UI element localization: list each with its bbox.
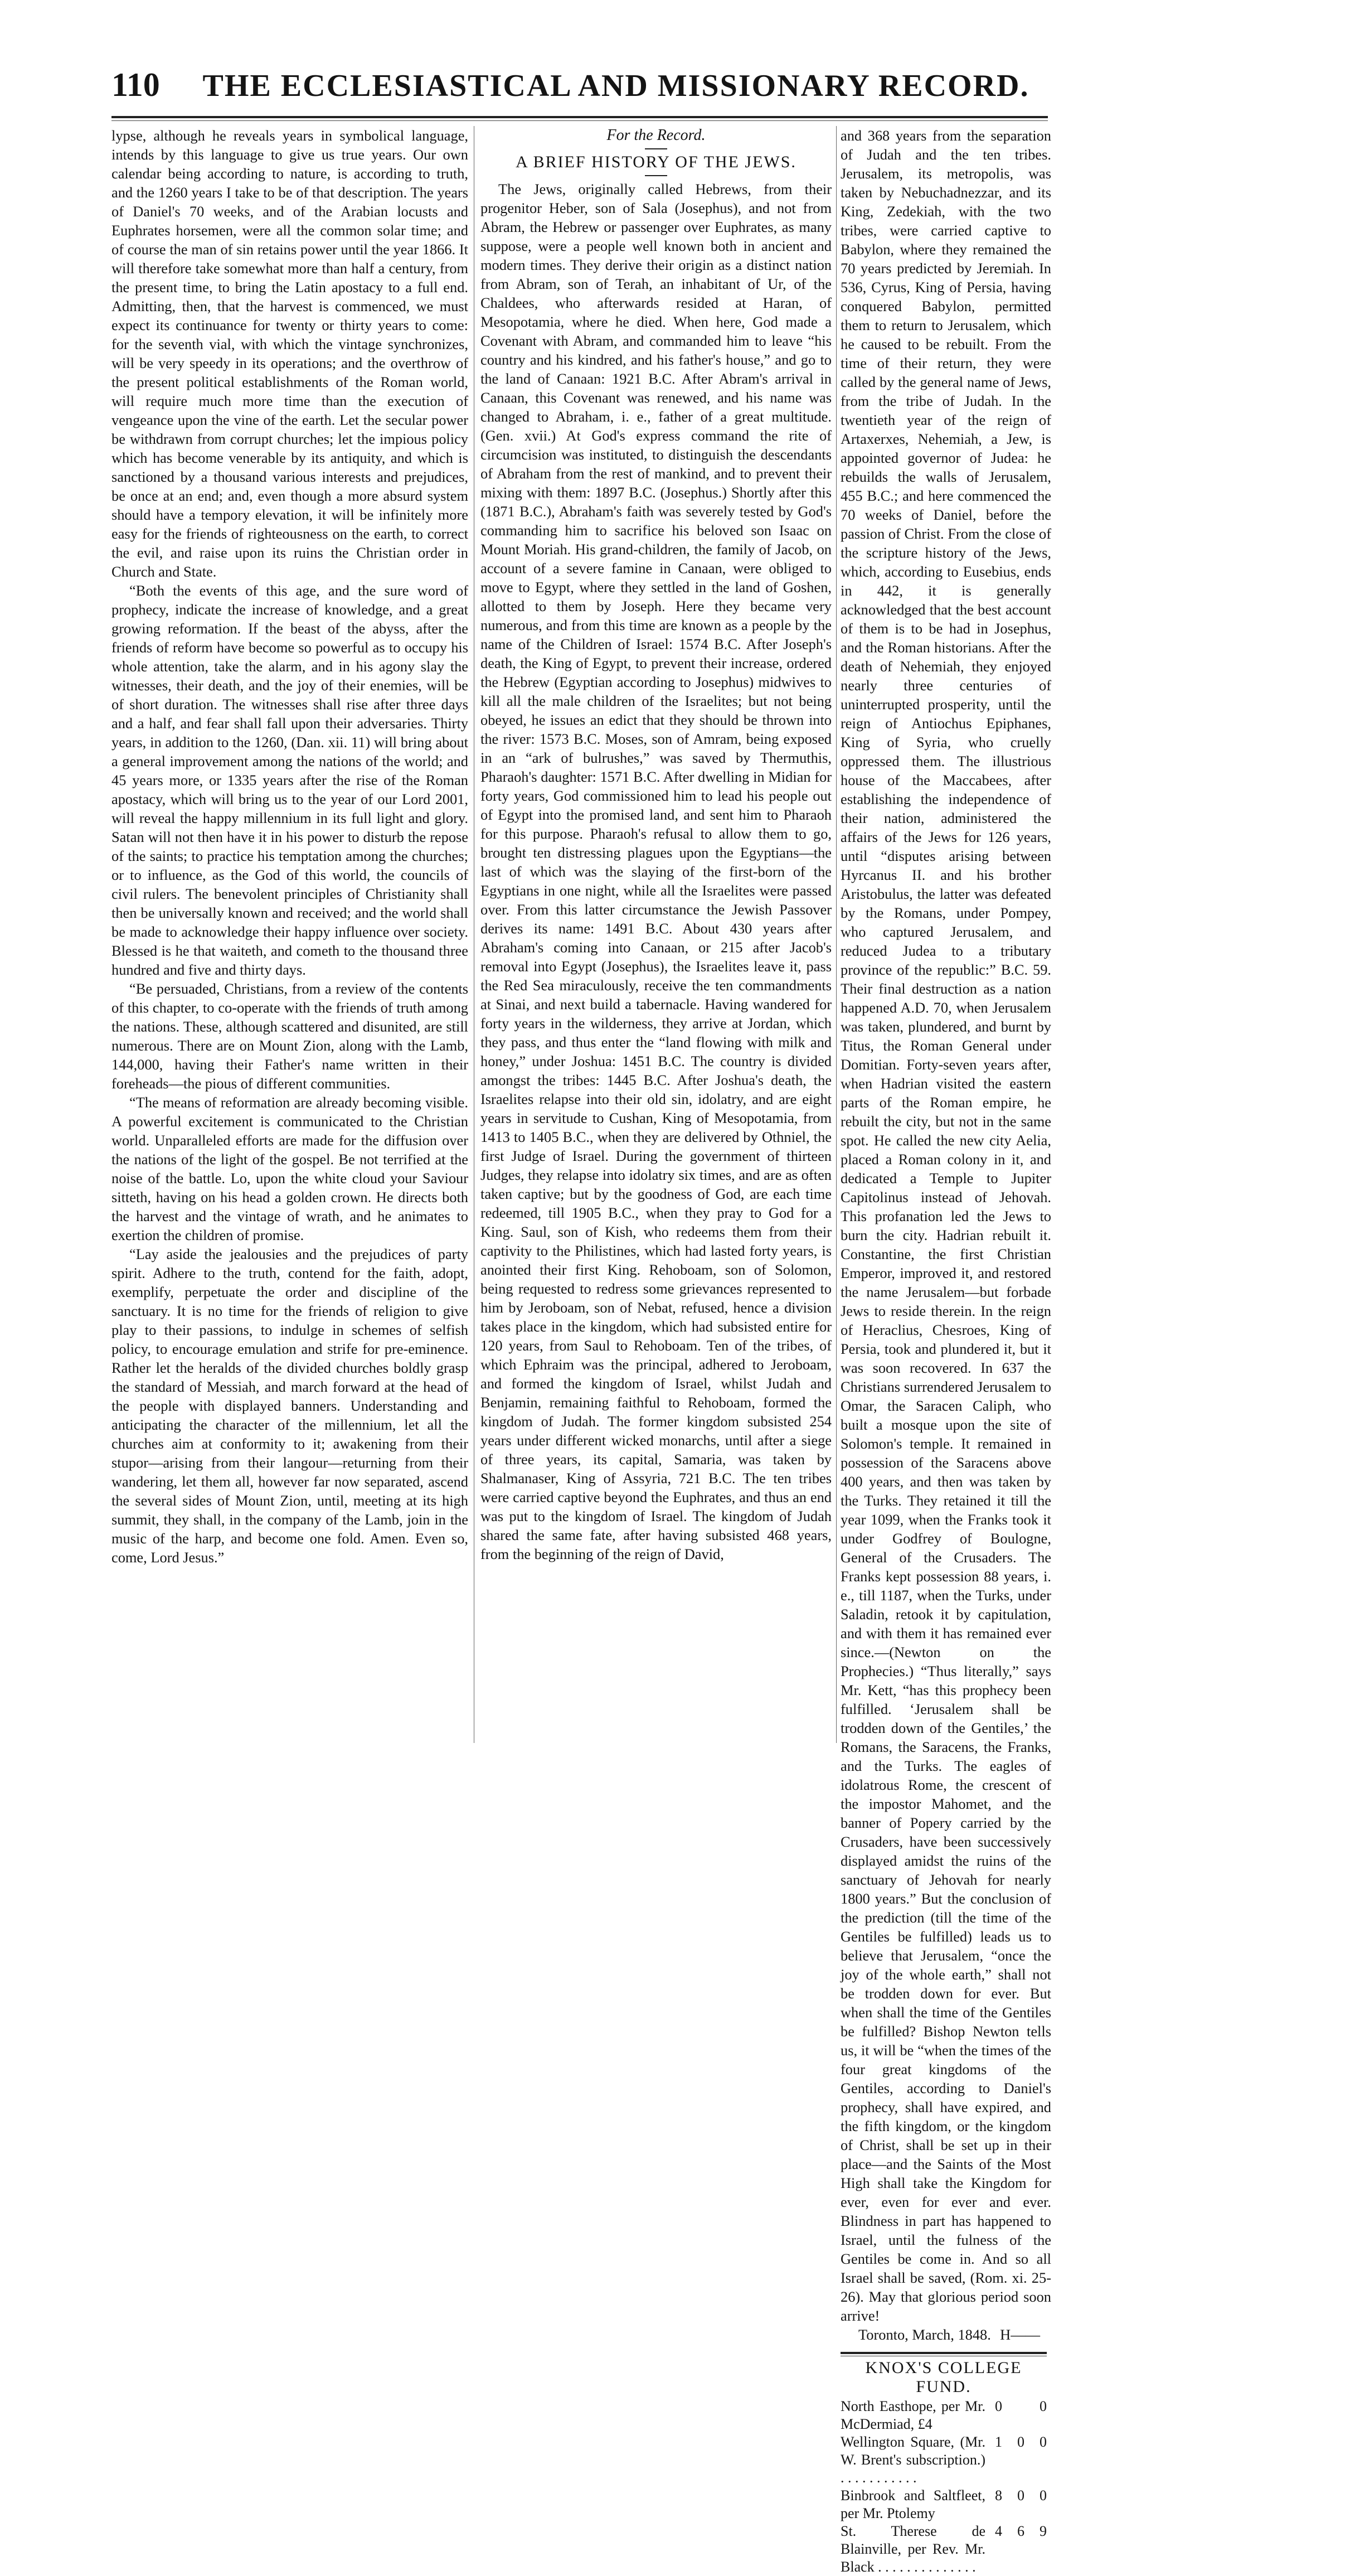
article-body-continued: and 368 years from the separation of Judah and the ten tribes. Jerusalem, its metropolis, was taken by Nebuchadnezzar, and its King, Zedekiah, with the two tribes, were carried captive to Babylon, where they remained the 70 years predicted by Jeremiah. In 536, Cyrus, King of Persia, having conquered Babylon, permitted them to return to Jerusalem, which he caused to be rebuilt. From the time of their return, they were called by the general name of Jews, from the tribe of Judah. In the twentieth year of the reign of Artaxerxes, Nehemiah, a Jew, is appointed governor of Judea: he rebuilds the walls of Jerusalem, 455 B.C.; and here commenced the 70 weeks of Daniel, before the passion of Christ. From the close of the scripture history of the Jews, which, according to Eusebius, ends in 442, it is generally acknowledged that the best account of them is to be had in Josephus, and the Roman historians. After the death of Nehemiah, they enjoyed nearly three centuries of uninterrupted prosperity, until the reign of Antiochus Epiphanes, King of Syria, who cruelly oppressed them. The illustrious house of the Maccabees, after establishing the independence of their nation, administered the affairs of the Jews for 126 years, until “disputes arising between Hyrcanus II. and his brother Aristobulus, the latter was defeated by the Romans, under Pompey, who captured Jerusalem, and reduced Judea to a tributary province of the republic:” B.C. 59. Their final destruction as a nation happened A.D. 70, when Jerusalem was taken, plundered, and burnt by Titus, the Roman General under Domitian. Forty-seven years after, when Hadrian visited the eastern parts of the Roman empire, he rebuilt the city, but not in the same spot. He called the new city Aelia, placed a Roman colony in it, and dedicated a Temple to Jupiter Capitolinus instead of Jehovah. This profanation led the Jews to burn the city. Hadrian rebuilt it. Constantine, the first Christian Emperor, improved it, and restored the name Jerusalem—but forbade Jews to reside therein. In the reign of Heraclius, Chesroes, King of Persia, took and plundered it, but it was soon recovered. In 637 the Christians surrendered Jerusalem to Omar, the Saracen Caliph, who built a mosque upon the site of Solomon's temple. It remained in possession of the Saracens above 400 years, and then was taken by the Turks. They retained it till the year 1099, when the Franks took it under Godfrey of Boulogne, General of the Crusaders. The Franks kept possession 88 years, i. e., till 1187, when the Turks, under Saladin, retook it by capitulation, and with them it has remained ever since.—(Newton on the Prophecies.) “Thus literally,” says Mr. Kett, “has this prophecy been fulfilled. ‘Jerusalem shall be trodden down of the Gentiles,’ the Romans, the Saracens, the Franks, and the Turks. The eagles of idolatrous Rome, the crescent of the impostor Mahomet, and the banner of Popery carried by the Crusaders, have been successively displayed amidst the ruins of the sanctuary of Jehovah for nearly 1800 years.” But the conclusion of the prediction (till the time of the Gentiles be fulfilled) leads us to believe that Jerusalem, “once the joy of the whole earth,” shall not be trodden down for ever. But when shall the time of the Gentiles be fulfilled? Bishop Newton tells us, it will be “when the times of the four great kingdoms of the Gentiles, according to Daniel's prophecy, shall have expired, and the fifth kingdom, or the kingdom of Christ, shall be set up in their place—and the Saints of the Most High shall take the Kingdom for ever, even for ever and ever. Blindness in part has happened to Israel, until the fulness of the Gentiles be come in. And so all Israel shall be saved, (Rom. xi. 25-26). May that glorious period soon arrive! bbox=[841, 127, 1051, 2324]
fund-amount bbox=[985, 2487, 1047, 2522]
ornament-rule bbox=[645, 148, 667, 149]
article-byline: For the Record. bbox=[606, 127, 706, 144]
article-body: The Jews, originally called Hebrews, from their progenitor Heber, son of Sala (Josephus), and not from Abram, the Hebrew or passenger over Euphrates, as many suppose, were a people well known both in ancient and modern times. They derive their origin as a distinct nation from Abram, son of Terah, an inhabitant of Ur, of the Chaldees, who afterwards resided at Haran, of Mesopotamia, where he died. When here, God made a Covenant with Abram, and commanded him to leave “his country and his kindred, and his father's house,” and go to the land of Canaan: 1921 B.C. After Abram's arrival in Canaan, this Covenant was renewed, and his name was changed to Abraham, i. e., father of a great multitude. (Gen. xvii.) At God's express command the rite of circumcision was instituted, to distinguish the descendants of Abraham from the rest of mankind, and to prevent their mixing with them: 1897 B.C. (Josephus.) Shortly after this (1871 B.C.), Abraham's faith was severely tested by God's commanding him to sacrifice his beloved son Isaac on Mount Moriah. His grand-children, the family of Jacob, on account of a severe famine in Canaan, were obliged to move to Egypt, where they settled in the land of Goshen, allotted to them by Joseph. Here they became very numerous, and from this time are known as a people by the name of the Children of Israel: 1574 B.C. After Joseph's death, the King of Egypt, to prevent their increase, ordered the Hebrew (Egyptian according to Josephus) midwives to kill all the male children of the Israelites; but not being obeyed, he issues an edict that they should be thrown into the river: 1573 B.C. Moses, son of Amram, being exposed in an “ark of bulrushes,” was saved by Thermuthis, Pharaoh's daughter: 1571 B.C. After dwelling in Midian for forty years, God commissioned him to lead his people out of Egypt into the promised land, and sent him to Pharaoh for this purpose. Pharaoh's refusal to allow them to go, brought ten distressing plagues upon the Egyptians—the last of which was the slaying of the first-born of the Egyptians in one night, while all the Israelites were passed over. From this latter circumstance the Jewish Passover derives its name: 1491 B.C. About 430 years after Abraham's coming into Canaan, or 215 after Jacob's removal into Egypt (Josephus), the Israelites leave it, pass the Red Sea miraculously, receive the ten commandments at Sinai, and next build a tabernacle. Having wandered for forty years in the wilderness, they arrive at Jordan, which they pass, and thus enter the “land flowing with milk and honey,” under Joshua: 1451 B.C. The country is divided amongst the tribes: 1445 B.C. After Joshua's death, the Israelites relapse into their old sin, idolatry, and are eight years in servitude to Cushan, King of Mesopotamia, from 1413 to 1405 B.C., when they are delivered by Othniel, the first Judge of Israel. During the government of thirteen Judges, they relapse into idolatry six times, and are as often taken captive; but by the goodness of God, are each time redeemed, till 1905 B.C., when they pray to God for a King. Saul, son of Kish, who redeems them from their captivity to the Philistines, which had lasted forty years, is anointed their first King. Rehoboam, son of Solomon, being requested to redress some grievances represented to him by Jeroboam, son of Nebat, refused, hence a division takes place in the kingdom, which had subsisted entire for 120 years, from Saul to Rehoboam. Ten of the tribes, of which Ephraim was the principal, adhered to Jeroboam, and formed the kingdom of Israel, whilst Judah and Benjamin, remaining faithful to Rehoboam, formed the kingdom of Judah. The former kingdom subsisted 254 years under different wicked monarchs, until after a siege of three years, its capital, Samaria, was taken by Shalmanaser, King of Assyria, 721 B.C. The ten tribes were carried captive beyond the Euphrates, and thus an end was put to the kingdom of Israel. The kingdom of Judah shared the same fate, after having subsisted 468 years, from the beginning of the reign of David, bbox=[480, 181, 832, 1562]
signoff-place-date: Toronto, March, 1848. bbox=[858, 2326, 991, 2343]
article-title: A BRIEF HISTORY OF THE JEWS. bbox=[516, 153, 797, 171]
page-number: 110 bbox=[111, 66, 160, 103]
signoff-initial: H—— bbox=[1000, 2326, 1040, 2343]
paragraph: “The means of reformation are already becoming visible. A powerful excitement is communicated to the Christian world. Unparalleled efforts are made for the diffusion over the nations of the light of the gospel. Be not terrified at the noise of the battle. Lo, upon the white cloud your Saviour sitteth, having on his head a golden crown. He directs both the harvest and the vintage of wrath, and he animates to exertion the children of promise. bbox=[111, 1094, 468, 1243]
fund-row bbox=[841, 2398, 1047, 2433]
column-1 bbox=[111, 126, 468, 1743]
fund-pounds: 4 bbox=[995, 2523, 1002, 2539]
fund-shillings: 6 bbox=[1017, 2523, 1024, 2539]
masthead-title: THE ECCLESIASTICAL AND MISSIONARY RECORD. bbox=[202, 69, 1029, 103]
fund-rule bbox=[841, 2352, 1047, 2354]
ornament-rule bbox=[645, 175, 667, 176]
fund-title: KNOX'S COLLEGE FUND. bbox=[865, 2359, 1022, 2396]
paragraph: “Lay aside the jealousies and the prejudices of party spirit. Adhere to the truth, contend for the faith, adopt, exemplify, perpetuate the order and discipline of the sanctuary. It is no time for the friends of religion to give play to their passions, to indulge in schemes of selfish policy, to encourage emulation and strife for pre-eminence. Rather let the heralds of the divided churches boldly grasp the standard of Messiah, and march forward at the head of the people with displayed banners. Understanding and anticipating the character of the millennium, let all the churches aim at conformity to it; awakening from their stupor—arising from their langour—returning from their wandering, let them all, however far now separated, ascend the several sides of Mount Zion, until, meeting at its high summit, they shall, in the company of the Lamb, join in the music of the harp, and become one fold. Amen. Even so, come, Lord Jesus.” bbox=[111, 1246, 468, 1566]
fund-pence: 0 bbox=[1040, 2487, 1047, 2504]
fund-amount bbox=[985, 2398, 1047, 2433]
column-divider-2 bbox=[836, 126, 837, 1743]
fund-amount bbox=[985, 2433, 1047, 2487]
paragraph: “Both the events of this age, and the sure word of prophecy, indicate the increase of knowledge, and a great growing reformation. If the beast of the abyss, after the friends of reform have become so powerful as to occupy his whole attention, take the alarm, and in his agony slay the witnesses, their death, and the joy of their enemies, will be of short duration. The witnesses shall rise after three days and a half, and fear shall fall upon their adversaries. Thirty years, in addition to the 1260, (Dan. xii. 11) will bring about a general improvement among the nations of the world; and 45 years more, or 1335 years after the rise of the Roman apostacy, which will bring us to the year of our Lord 2001, will reveal the happy millennium in its full light and glory. Satan will not then have it in his power to disturb the repose of the saints; to practice his temptation among the churches; or to influence, as the God of this world, the councils of civil rulers. The benevolent principles of Christianity shall then be universally known and received; and the world shall be made to acknowledge their happy influence over society. Blessed is he that waiteth, and cometh to the thousand three hundred and five and thirty days. bbox=[111, 582, 468, 978]
fund-pence: 0 bbox=[1040, 2434, 1047, 2450]
fund-donor: Wellington Square, (Mr. W. Brent's subscription.) . . . . . . . . . . . bbox=[841, 2434, 985, 2486]
fund-donor: Binbrook and Saltfleet, per Mr. Ptolemy bbox=[841, 2487, 985, 2521]
fund-donor: St. Therese de Blainville, per Rev. Mr. Black . . . . . . . . . . . . . . bbox=[841, 2523, 985, 2575]
fund-row bbox=[841, 2522, 1047, 2576]
header-rule-thin bbox=[111, 120, 1048, 121]
column-2 bbox=[480, 126, 832, 1743]
fund-amount bbox=[985, 2522, 1047, 2576]
fund-shillings: 0 bbox=[995, 2398, 1002, 2414]
fund-pence: 0 bbox=[1040, 2398, 1047, 2414]
paragraph: “Be persuaded, Christians, from a review of the contents of this chapter, to co-operate with the friends of truth among the nations. These, although scattered and disunited, are still numerous. There are on Mount Zion, along with the Lamb, 144,000, having their Father's name written in their foreheads—the pious of different communities. bbox=[111, 980, 468, 1092]
fund-pounds: 8 bbox=[995, 2487, 1002, 2504]
article-signoff bbox=[841, 2325, 1051, 2344]
column-3 bbox=[841, 126, 1051, 2575]
fund-shillings: 0 bbox=[1017, 2487, 1024, 2504]
fund-donor: North Easthope, per Mr. McDermiad, £4 bbox=[841, 2398, 985, 2432]
fund-row bbox=[841, 2487, 1047, 2522]
header-rule bbox=[111, 116, 1048, 118]
page-header bbox=[111, 66, 1048, 116]
fund-row bbox=[841, 2433, 1047, 2487]
fund-shillings: 0 bbox=[1017, 2434, 1024, 2450]
paragraph: lypse, although he reveals years in symbolical language, intends by this language to give us true years. Our own calendar being according to nature, is according to truth, and the 1260 years I take to be of that description. The years of Daniel's 70 weeks, and of the Arabian locusts and Euphrates horsemen, were all the common solar time; and of course the man of sin retains power until the year 1866. It will therefore take somewhat more than half a century, from the present time, to bring the Latin apostacy to a full end. Admitting, then, that the harvest is commenced, we must expect its continuance for twenty or thirty years to come: for the seventh vial, with which the vintage synchronizes, will be very speedy in its operations; and the overthrow of the present political establishments of the Roman world, will require much more time than the execution of vengeance upon the vine of the earth. Let the secular power be withdrawn from corrupt churches; let the impious policy which has become venerable by its antiquity, and which is sanctioned by a thousand various interests and prejudices, be once at an end; and, even though a more absurd system should have a tempory elevation, it will be infinitely more easy for the friends of righteousness on the earth, to correct the evil, and raise upon its ruins the Christian order in Church and State. bbox=[111, 127, 468, 580]
fund-pence: 9 bbox=[1040, 2523, 1047, 2539]
fund-notice bbox=[841, 2352, 1047, 2576]
fund-pounds: 1 bbox=[995, 2434, 1002, 2450]
